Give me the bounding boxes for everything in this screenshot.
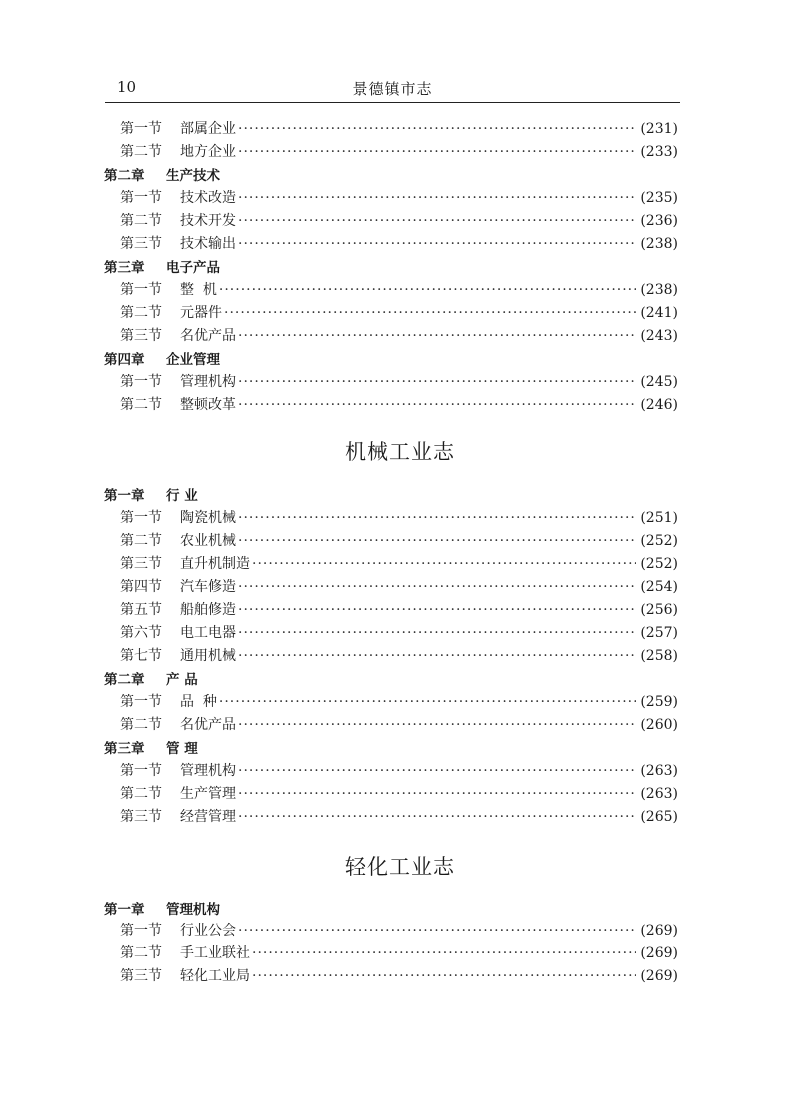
section-title: 名优产品 xyxy=(180,328,236,344)
chapter-number: 第四章 xyxy=(104,352,145,368)
header-rule xyxy=(105,102,680,103)
chapter-row[interactable] xyxy=(0,348,800,370)
section-number: 第二节 xyxy=(120,717,162,733)
section-title: 直升机制造 xyxy=(180,556,250,572)
section-number: 第三节 xyxy=(120,236,162,252)
section-title: 品 种 xyxy=(180,694,217,710)
dot-leader xyxy=(238,213,636,229)
section-title: 轻化工业局 xyxy=(180,968,250,984)
chapter-row[interactable] xyxy=(0,484,800,506)
section-row[interactable] xyxy=(0,806,800,828)
page-reference: (236) xyxy=(640,213,678,229)
section-entry xyxy=(180,691,678,711)
section-row[interactable] xyxy=(0,279,800,301)
dot-leader xyxy=(238,579,636,595)
section-entry xyxy=(180,118,678,138)
section-number: 第三节 xyxy=(120,328,162,344)
section-entry xyxy=(180,714,678,734)
section-title: 陶瓷机械 xyxy=(180,510,236,526)
dot-leader xyxy=(224,305,636,321)
section-row[interactable] xyxy=(0,530,800,552)
section-title: 通用机械 xyxy=(180,648,236,664)
section-title: 技术改造 xyxy=(180,190,236,206)
page-reference: (252) xyxy=(640,533,678,549)
page-reference: (245) xyxy=(640,374,678,390)
section-row[interactable] xyxy=(0,302,800,324)
page-header xyxy=(105,78,680,102)
section-entry xyxy=(180,553,678,573)
section-heading: 机械工业志 xyxy=(345,440,455,464)
section-row[interactable] xyxy=(0,783,800,805)
dot-leader xyxy=(238,236,636,252)
dot-leader xyxy=(238,121,636,137)
chapter-number: 第一章 xyxy=(104,902,145,918)
chapter-title: 管理机构 xyxy=(166,902,220,918)
dot-leader xyxy=(238,328,636,344)
chapter-row[interactable] xyxy=(0,668,800,690)
section-entry xyxy=(180,394,678,414)
section-entry xyxy=(180,233,678,253)
dot-leader xyxy=(238,717,636,733)
section-number: 第一节 xyxy=(120,282,162,298)
section-title: 整顿改革 xyxy=(180,397,236,413)
page-reference: (254) xyxy=(640,579,678,595)
chapter-row[interactable] xyxy=(0,737,800,759)
page-reference: (265) xyxy=(640,809,678,825)
chapter-number: 第二章 xyxy=(104,168,145,184)
dot-leader xyxy=(252,968,636,984)
section-title: 技术输出 xyxy=(180,236,236,252)
section-entry xyxy=(180,942,678,962)
page-reference: (269) xyxy=(640,945,678,961)
page-reference: (246) xyxy=(640,397,678,413)
section-number: 第三节 xyxy=(120,809,162,825)
section-entry xyxy=(180,187,678,207)
section-entry xyxy=(180,622,678,642)
dot-leader xyxy=(238,397,636,413)
section-entry xyxy=(180,760,678,780)
section-row[interactable] xyxy=(0,394,800,416)
section-number: 第五节 xyxy=(120,602,162,618)
section-title: 地方企业 xyxy=(180,144,236,160)
chapter-number: 第二章 xyxy=(104,672,145,688)
section-title: 行业公会 xyxy=(180,923,236,939)
page-number: 10 xyxy=(117,78,137,96)
section-number: 第一节 xyxy=(120,121,162,137)
section-number: 第三节 xyxy=(120,968,162,984)
page-reference: (256) xyxy=(640,602,678,618)
section-entry xyxy=(180,210,678,230)
section-entry xyxy=(180,279,678,299)
chapter-row[interactable] xyxy=(0,898,800,920)
section-title: 汽车修造 xyxy=(180,579,236,595)
section-number: 第二节 xyxy=(120,144,162,160)
page-reference: (263) xyxy=(640,786,678,802)
section-entry xyxy=(180,141,678,161)
section-row[interactable] xyxy=(0,645,800,667)
section-title: 部属企业 xyxy=(180,121,236,137)
section-entry xyxy=(180,507,678,527)
page-reference: (259) xyxy=(640,694,678,710)
dot-leader xyxy=(238,374,636,390)
section-row[interactable] xyxy=(0,233,800,255)
page-reference: (252) xyxy=(640,556,678,572)
dot-leader xyxy=(252,556,636,572)
section-row[interactable] xyxy=(0,118,800,140)
section-entry xyxy=(180,965,678,985)
section-row[interactable] xyxy=(0,141,800,163)
chapter-title: 行 业 xyxy=(166,488,198,504)
dot-leader xyxy=(238,190,636,206)
page-reference: (260) xyxy=(640,717,678,733)
chapter-number: 第一章 xyxy=(104,488,145,504)
section-title: 管理机构 xyxy=(180,763,236,779)
section-row[interactable] xyxy=(0,576,800,598)
section-title: 船舶修造 xyxy=(180,602,236,618)
section-number: 第四节 xyxy=(120,579,162,595)
section-row[interactable] xyxy=(0,942,800,964)
dot-leader xyxy=(238,786,636,802)
section-title: 管理机构 xyxy=(180,374,236,390)
dot-leader xyxy=(238,648,636,664)
section-number: 第六节 xyxy=(120,625,162,641)
section-entry xyxy=(180,806,678,826)
section-title: 生产管理 xyxy=(180,786,236,802)
section-row[interactable] xyxy=(0,760,800,782)
dot-leader xyxy=(238,809,636,825)
section-number: 第一节 xyxy=(120,510,162,526)
section-number: 第一节 xyxy=(120,923,162,939)
dot-leader xyxy=(238,144,636,160)
dot-leader xyxy=(238,510,636,526)
section-row[interactable] xyxy=(0,187,800,209)
dot-leader xyxy=(238,602,636,618)
chapter-title: 生产技术 xyxy=(166,168,220,184)
chapter-row[interactable] xyxy=(0,164,800,186)
section-row[interactable] xyxy=(0,920,800,942)
section-number: 第二节 xyxy=(120,397,162,413)
section-title: 名优产品 xyxy=(180,717,236,733)
dot-leader xyxy=(238,533,636,549)
section-number: 第二节 xyxy=(120,533,162,549)
page-reference: (231) xyxy=(640,121,678,137)
page-reference: (243) xyxy=(640,328,678,344)
section-entry xyxy=(180,576,678,596)
chapter-number: 第三章 xyxy=(104,741,145,757)
section-title: 元器件 xyxy=(180,305,222,321)
section-title: 整 机 xyxy=(180,282,217,298)
section-entry xyxy=(180,325,678,345)
section-number: 第三节 xyxy=(120,556,162,572)
page-reference: (263) xyxy=(640,763,678,779)
chapter-title: 电子产品 xyxy=(166,260,220,276)
section-row[interactable] xyxy=(0,599,800,621)
section-row[interactable] xyxy=(0,691,800,713)
section-row[interactable] xyxy=(0,965,800,987)
dot-leader xyxy=(219,282,636,298)
section-entry xyxy=(180,645,678,665)
section-row[interactable] xyxy=(0,622,800,644)
section-row[interactable] xyxy=(0,714,800,736)
section-row[interactable] xyxy=(0,325,800,347)
section-number: 第一节 xyxy=(120,190,162,206)
page-reference: (241) xyxy=(640,305,678,321)
page-reference: (235) xyxy=(640,190,678,206)
section-title: 农业机械 xyxy=(180,533,236,549)
section-entry xyxy=(180,783,678,803)
dot-leader xyxy=(252,945,636,961)
section-entry xyxy=(180,302,678,322)
section-number: 第七节 xyxy=(120,648,162,664)
chapter-title: 管 理 xyxy=(166,741,198,757)
chapter-number: 第三章 xyxy=(104,260,145,276)
section-number: 第一节 xyxy=(120,374,162,390)
dot-leader xyxy=(219,694,636,710)
section-number: 第一节 xyxy=(120,763,162,779)
section-number: 第二节 xyxy=(120,213,162,229)
chapter-row[interactable] xyxy=(0,256,800,278)
section-title: 电工电器 xyxy=(180,625,236,641)
section-title: 经营管理 xyxy=(180,809,236,825)
section-heading: 轻化工业志 xyxy=(345,855,455,879)
section-title: 手工业联社 xyxy=(180,945,250,961)
page-reference: (269) xyxy=(640,968,678,984)
section-entry xyxy=(180,599,678,619)
section-number: 第二节 xyxy=(120,305,162,321)
section-number: 第二节 xyxy=(120,786,162,802)
chapter-title: 产 品 xyxy=(166,672,198,688)
page-reference: (238) xyxy=(640,282,678,298)
section-entry xyxy=(180,371,678,391)
page-reference: (233) xyxy=(640,144,678,160)
page-reference: (238) xyxy=(640,236,678,252)
page-reference: (269) xyxy=(640,923,678,939)
section-entry xyxy=(180,920,678,940)
dot-leader xyxy=(238,923,636,939)
dot-leader xyxy=(238,763,636,779)
section-title: 技术开发 xyxy=(180,213,236,229)
section-row[interactable] xyxy=(0,210,800,232)
page-reference: (258) xyxy=(640,648,678,664)
section-number: 第二节 xyxy=(120,945,162,961)
page-reference: (251) xyxy=(640,510,678,526)
section-row[interactable] xyxy=(0,507,800,529)
section-entry xyxy=(180,530,678,550)
dot-leader xyxy=(238,625,636,641)
book-title: 景德镇市志 xyxy=(352,80,433,98)
page-reference: (257) xyxy=(640,625,678,641)
section-row[interactable] xyxy=(0,553,800,575)
section-row[interactable] xyxy=(0,371,800,393)
chapter-title: 企业管理 xyxy=(166,352,220,368)
section-number: 第一节 xyxy=(120,694,162,710)
